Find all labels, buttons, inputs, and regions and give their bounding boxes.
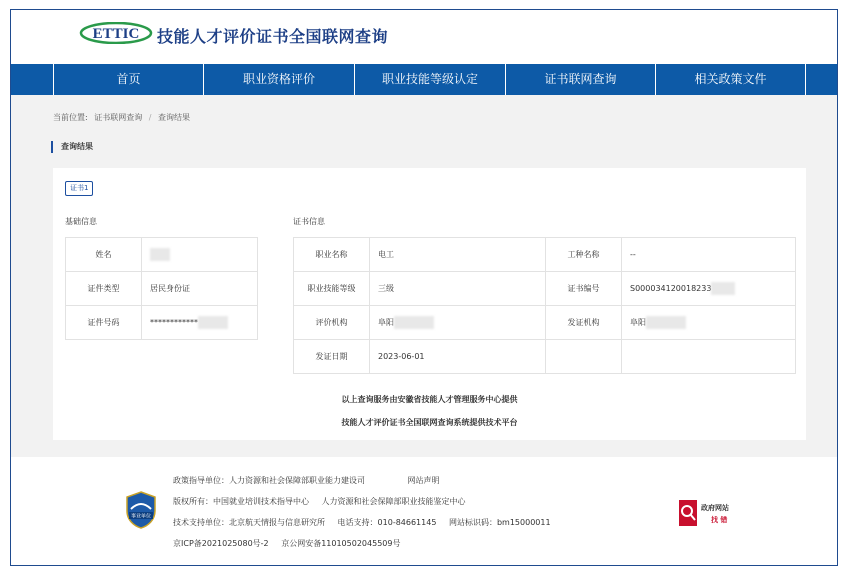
table-row (66, 272, 258, 306)
footer-statement-link[interactable]: 网站声明 (407, 476, 440, 485)
field-value: 三级 (370, 272, 546, 306)
badge-text: 事业单位 (130, 513, 152, 520)
id-number-cell (142, 306, 258, 340)
nav-item-cert-query[interactable]: 证书联网查询 (505, 64, 655, 95)
breadcrumb-link-cert-query[interactable]: 证书联网查询 (94, 113, 143, 122)
footer-site-code: 网站标识码：bm15000011 (448, 518, 551, 527)
site-title: 技能人才评价证书全国联网查询 (157, 27, 389, 46)
masked-value (646, 316, 686, 329)
masked-value (198, 316, 228, 329)
cert-info-table (293, 237, 796, 374)
footer-police-record-link[interactable]: 京公网安备11010502045509号 (281, 539, 401, 548)
masked-value (711, 282, 735, 295)
table-row (294, 238, 796, 272)
empty-cell (622, 340, 796, 374)
nav-item-qualification[interactable]: 职业资格评价 (203, 64, 354, 95)
cert-number-value: S000034120018233 (630, 284, 712, 293)
site-header (11, 10, 837, 64)
field-value: 2023-06-01 (370, 340, 546, 374)
footer-phone: 电话支持：010-84661145 (337, 518, 437, 527)
platform-note: 技能人才评价证书全国联网查询系统提供技术平台 (341, 418, 518, 427)
cert-number-cell (622, 272, 796, 306)
footer-support-line (173, 517, 561, 528)
id-type-value: 居民身份证 (142, 272, 258, 306)
nav-item-skill-level[interactable]: 职业技能等级认定 (354, 64, 505, 95)
footer-icp-link[interactable]: 京ICP备2021025080号-2 (173, 539, 269, 548)
footer-copyright-2: 人力资源和社会保障部职业技能鉴定中心 (321, 497, 466, 506)
footer-tech-support: 技术支持单位：北京航天情报与信息研究所 (173, 518, 325, 527)
footer-icp-line (173, 538, 410, 549)
section-title: 查询结果 (51, 141, 93, 153)
page-frame (10, 9, 838, 566)
field-label: 职业技能等级 (294, 272, 370, 306)
table-row (294, 306, 796, 340)
nav-item-policy[interactable]: 相关政策文件 (655, 64, 806, 95)
nav-item-home[interactable]: 首页 (53, 64, 203, 95)
field-label: 证书编号 (546, 272, 622, 306)
id-number-value: ************ (150, 318, 198, 327)
field-label: 评价机构 (294, 306, 370, 340)
footer-copyright: 版权所有：中国就业培训技术指导中心 (173, 497, 309, 506)
field-label: 证件号码 (66, 306, 142, 340)
gov-site-label[interactable]: 政府网站 (701, 504, 729, 512)
masked-value (150, 248, 170, 261)
field-label: 发证机构 (546, 306, 622, 340)
field-label: 姓名 (66, 238, 142, 272)
footer-copyright-line (173, 496, 476, 507)
breadcrumb-separator: / (148, 113, 152, 122)
field-label: 证件类型 (66, 272, 142, 306)
eval-org-cell (370, 306, 546, 340)
basic-info-title: 基础信息 (65, 217, 97, 226)
footer-policy-unit: 政策指导单位：人力资源和社会保障部职业能力建设司 (173, 476, 365, 485)
logo-text: ETTIC (92, 26, 140, 42)
breadcrumb-current: 查询结果 (158, 113, 191, 122)
cert-info-title: 证书信息 (293, 217, 325, 226)
footer-policy-line (173, 475, 450, 486)
masked-value (394, 316, 434, 329)
breadcrumb-prefix: 当前位置: (53, 113, 88, 122)
ettic-logo[interactable] (79, 22, 153, 44)
gov-error-label[interactable]: 找 错 (711, 516, 728, 524)
site-footer (11, 457, 837, 566)
table-row (66, 238, 258, 272)
table-row (294, 272, 796, 306)
issue-org-value: 阜阳 (630, 318, 646, 327)
result-card (53, 168, 806, 440)
field-label: 工种名称 (546, 238, 622, 272)
provider-note: 以上查询服务由安徽省技能人才管理服务中心提供 (341, 395, 518, 404)
eval-org-value: 阜阳 (378, 318, 394, 327)
issue-org-cell (622, 306, 796, 340)
field-value: 电工 (370, 238, 546, 272)
table-row (66, 306, 258, 340)
field-label: 发证日期 (294, 340, 370, 374)
breadcrumb (53, 112, 194, 123)
name-value (142, 238, 258, 272)
main-nav (11, 64, 837, 95)
basic-info-table (65, 237, 258, 340)
field-label: 职业名称 (294, 238, 370, 272)
table-row (294, 340, 796, 374)
empty-cell (546, 340, 622, 374)
public-institution-badge-icon[interactable] (125, 491, 157, 529)
field-value: -- (622, 238, 796, 272)
cert-tab[interactable]: 证书1 (65, 181, 93, 196)
